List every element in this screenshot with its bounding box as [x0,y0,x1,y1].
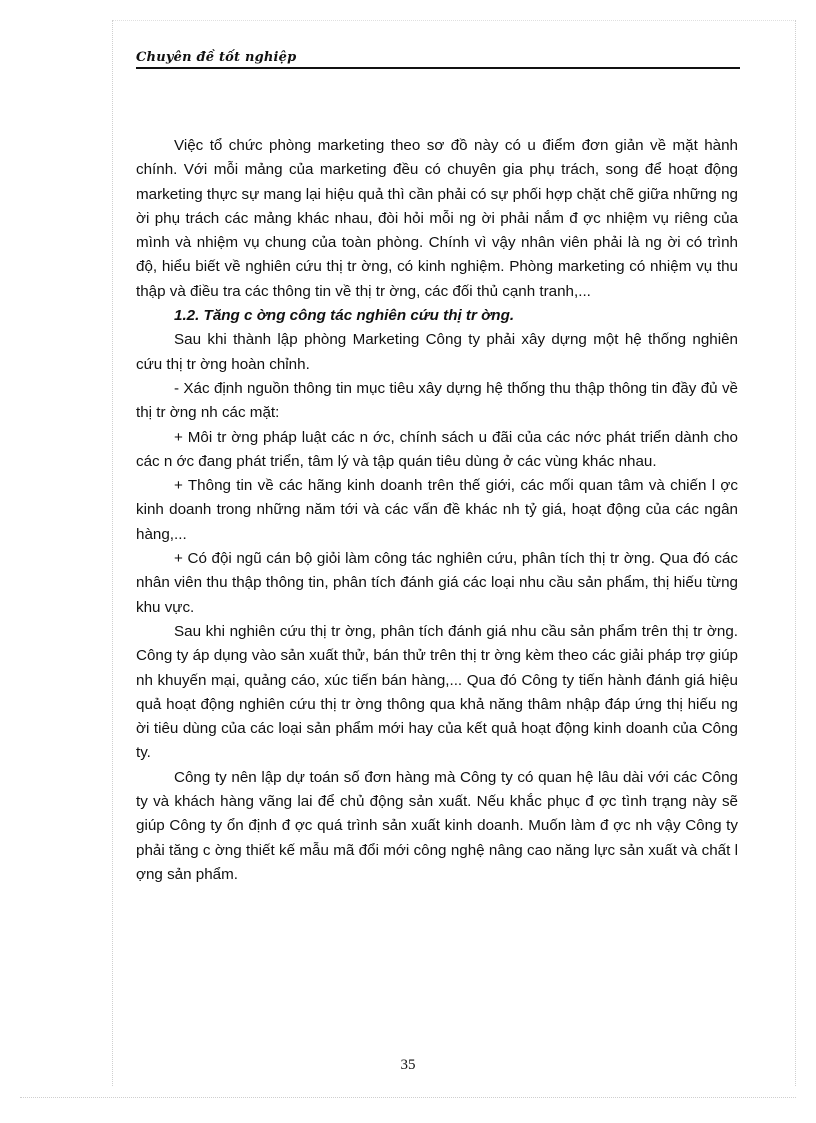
body-text [136,134,738,887]
list-item-business-info: + Thông tin về các hãng kinh doanh trên thế giới, các mối quan tâm và chiến l ợc kinh doanh trong những năm tới và các vấn đề khác nh tỷ giá, hoạt động của các ngân hàng,... [136,477,738,543]
paragraph-research-system: Sau khi thành lập phòng Marketing Công ty phải xây dựng một hệ thống nghiên cứu thị tr ờng hoàn chỉnh. [136,331,738,373]
page-border-left [112,20,113,1086]
page-number: 35 [400,1057,416,1073]
paragraph-order-estimate: Công ty nên lập dự toán số đơn hàng mà Công ty có quan hệ lâu dài với các Công ty và khách hàng vãng lai để chủ động sản xuất. Nếu khắc phục đ ợc tình trạng này sẽ giúp Công ty ổn định đ ợc quá trình sản xuất kinh doanh. Muốn làm đ ợc nh vậy Công ty phải tăng c ờng thiết kế mẫu mã đổi mới công nghệ nâng cao năng lực sản xuất và chất l ợng sản phẩm. [136,768,738,883]
page-border-bottom [20,1097,796,1098]
header-title: Chuyên đề tốt nghiệp [136,50,297,65]
list-item-staff: + Có đội ngũ cán bộ giỏi làm công tác nghiên cứu, phân tích thị tr ờng. Qua đó các nhân viên thu thập thông tin, phân tích đánh giá các loại nhu cầu sản phẩm, thị hiếu từng khu vực. [136,550,738,616]
running-header [136,49,740,69]
list-item-legal-environment: + Môi tr ờng pháp luật các n ớc, chính sách u đãi của các nớc phát triển dành cho các n ớc đang phát triển, tâm lý và tập quán tiêu dùng ở các vùng khác nhau. [136,428,738,470]
paragraph-org-structure: Việc tổ chức phòng marketing theo sơ đồ này có u điểm đơn giản về mặt hành chính. Với mỗi mảng của marketing đều có chuyên gia phụ trách, song để hoạt động marketing thực sự mang lại hiệu quả thì cần phải có sự phối hợp chặt chẽ giữa những ng ời phụ trách các mảng khác nhau, đòi hỏi mỗi ng ời phải nắm đ ợc nhiệm vụ riêng của mình và nhiệm vụ chung của toàn phòng. Chính vì vậy nhân viên phải là ng ời có trình độ, hiểu biết về nghiên cứu thị tr ờng, có kinh nghiệm. Phòng marketing có nhiệm vụ thu thập và điều tra các thông tin về thị tr ờng, các đối thủ cạnh tranh,... [136,137,738,300]
list-item-sources: - Xác định nguồn thông tin mục tiêu xây dựng hệ thống thu thập thông tin đầy đủ về thị tr ờng nh các mặt: [136,379,738,422]
page-border-top [112,20,796,21]
section-heading: 1.2. Tăng c ờng công tác nghiên cứu thị tr ờng. [174,307,515,325]
paragraph-trial-production: Sau khi nghiên cứu thị tr ờng, phân tích đánh giá nhu cầu sản phẩm trên thị tr ờng. Công ty áp dụng vào sản xuất thử, bán thử trên thị tr ờng kèm theo các giải pháp trợ giúp nh khuyến mại, quảng cáo, xúc tiến bán hàng,... Qua đó Công ty tiến hành đánh giá hiệu quả hoạt động nghiên cứu thị tr ờng thông qua khả năng thâm nhập đáp ứng thị hiếu ng ời tiêu dùng của các loại sản phẩm mới hay của kết quả hoạt động kinh doanh của Công ty. [136,622,738,762]
page-border-right [795,20,796,1086]
